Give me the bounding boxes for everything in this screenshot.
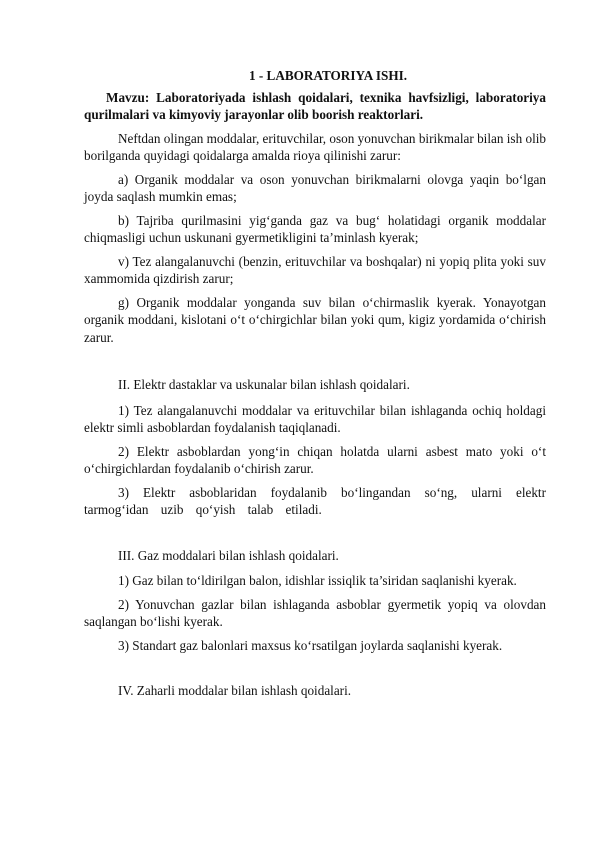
section-2-item-3: 3) Elektr asboblaridan foydalanib bo‘lingandan so‘ng, ularni elektr tarmog‘idan uzib qo‘yish talab etiladi. xyxy=(84,484,546,517)
section-2-item-2: 2) Elektr asboblardan yong‘in chiqan holatda ularni asbest mato yoki o‘t o‘chirgichlardan foydalanib o‘chirish zarur. xyxy=(84,443,546,476)
section-4-heading: IV. Zaharli moddalar bilan ishlash qoidalari. xyxy=(118,683,352,698)
rule-b: b) Tajriba qurilmasini yig‘ganda gaz va bug‘ holatidagi organik moddalar chiqmasligi uchun uskunani gyermetikligini ta’minlash kyerak; xyxy=(84,212,546,245)
rule-v: v) Tez alangalanuvchi (benzin, erituvchilar va boshqalar) ni yopiq plita yoki suv xammomida qizdirish zarur; xyxy=(84,253,546,286)
page-title: 1 - LABORATORIYA ISHI. xyxy=(248,68,408,83)
rule-g: g) Organik moddalar yonganda suv bilan o‘chirmaslik kyerak. Yonayotgan organik moddani, kislotani o‘t o‘chirgichlar bilan yoki qum, kigiz yordamida o‘chirish zarur. xyxy=(84,294,546,345)
section-3-item-3: 3) Standart gaz balonlari maxsus ko‘rsatilgan joylarda saqlanishi kyerak. xyxy=(118,637,503,653)
intro-paragraph: Neftdan olingan moddalar, erituvchilar, oson yonuvchan birikmalar bilan ish olib borilganda quyidagi qoidalarga amalda rioya qilinishi zarur: xyxy=(84,130,546,163)
section-2-item-1: 1) Tez alangalanuvchi moddalar va erituvchilar bilan ishlaganda ochiq holdagi elektr simli asboblardan foydalanish taqiqlanadi. xyxy=(84,402,546,435)
section-3-item-2: 2) Yonuvchan gazlar bilan ishlaganda asboblar gyermetik yopiq va olovdan saqlangan bo‘lishi kyerak. xyxy=(84,596,546,629)
document-page xyxy=(84,67,546,708)
section-3-item-1: 1) Gaz bilan to‘ldirilgan balon, idishlar issiqlik ta’siridan saqlanishi kyerak. xyxy=(118,573,517,588)
rule-a: a) Organik moddalar va oson yonuvchan birikmalarni olovga yaqin bo‘lgan joyda saqlash mumkin emas; xyxy=(84,171,546,204)
section-2-heading: II. Elektr dastaklar va uskunalar bilan ishlash qoidalari. xyxy=(118,377,410,392)
topic-heading: Mavzu: Laboratoriyada ishlash qoidalari, texnika havfsizligi, laboratoriya qurilmalari va kimyoviy jarayonlar olib boorish reaktorlari. xyxy=(84,89,546,122)
section-3-heading: III. Gaz moddalari bilan ishlash qoidalari. xyxy=(118,547,339,563)
